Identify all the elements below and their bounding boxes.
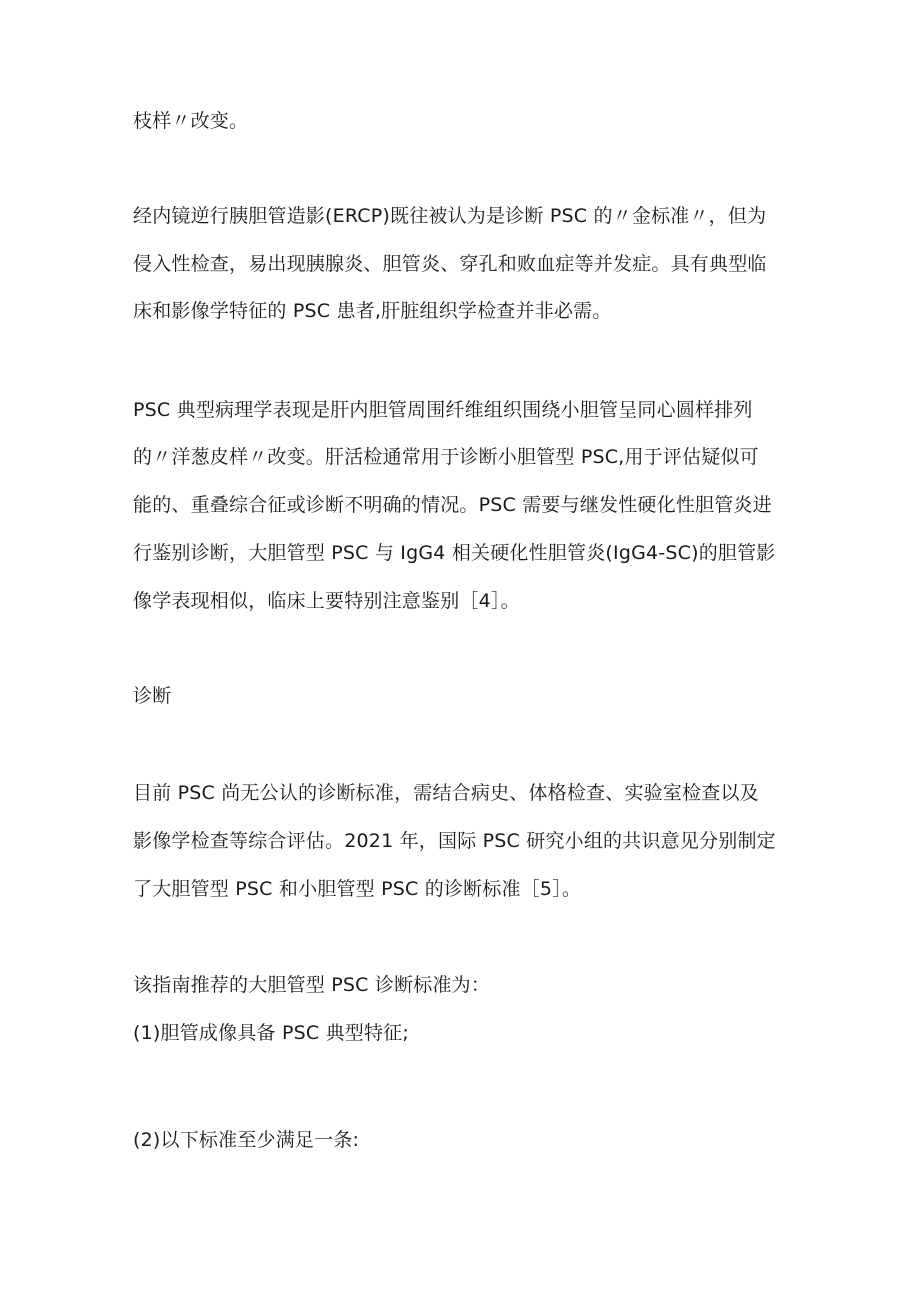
criterion-2: (2)以下标准至少满足一条: — [133, 1129, 360, 1151]
paragraph-line: 经内镜逆行胰胆管造影(ERCP)既往被认为是诊断 PSC 的〃金标准〃，但为 — [133, 205, 767, 227]
criterion-1: (1)胆管成像具备 PSC 典型特征; — [133, 1022, 409, 1044]
guideline-intro: 该指南推荐的大胆管型 PSC 诊断标准为： — [133, 974, 491, 996]
section-heading-diagnosis: 诊断 — [133, 685, 172, 707]
paragraph-line: 的〃洋葱皮样〃改变。肝活检通常用于诊断小胆管型 PSC,用于评估疑似可 — [133, 446, 759, 468]
paragraph-line: 床和影像学特征的 PSC 患者,肝脏组织学检查并非必需。 — [133, 300, 612, 322]
paragraph-line: 了大胆管型 PSC 和小胆管型 PSC 的诊断标准［5］。 — [133, 878, 582, 900]
paragraph-line: 影像学检查等综合评估。2021 年，国际 PSC 研究小组的共识意见分别制定 — [133, 830, 776, 852]
paragraph-line: 枝样〃改变。 — [133, 110, 249, 132]
paragraph-line: PSC 典型病理学表现是肝内胆管周围纤维组织围绕小胆管呈同心圆样排列 — [133, 399, 753, 421]
paragraph-line: 侵入性检查，易出现胰腺炎、胆管炎、穿孔和败血症等并发症。具有典型临 — [133, 253, 767, 275]
paragraph-line: 像学表现相似，临床上要特别注意鉴别［4］。 — [133, 590, 520, 612]
paragraph-line: 能的、重叠综合征或诊断不明确的情况。PSC 需要与继发性硬化性胆管炎进 — [133, 494, 772, 516]
paragraph-line: 目前 PSC 尚无公认的诊断标准，需结合病史、体格检查、实验室检查以及 — [133, 782, 759, 804]
paragraph-line: 行鉴别诊断，大胆管型 PSC 与 IgG4 相关硬化性胆管炎(IgG4-SC)的胆管影 — [133, 542, 776, 564]
